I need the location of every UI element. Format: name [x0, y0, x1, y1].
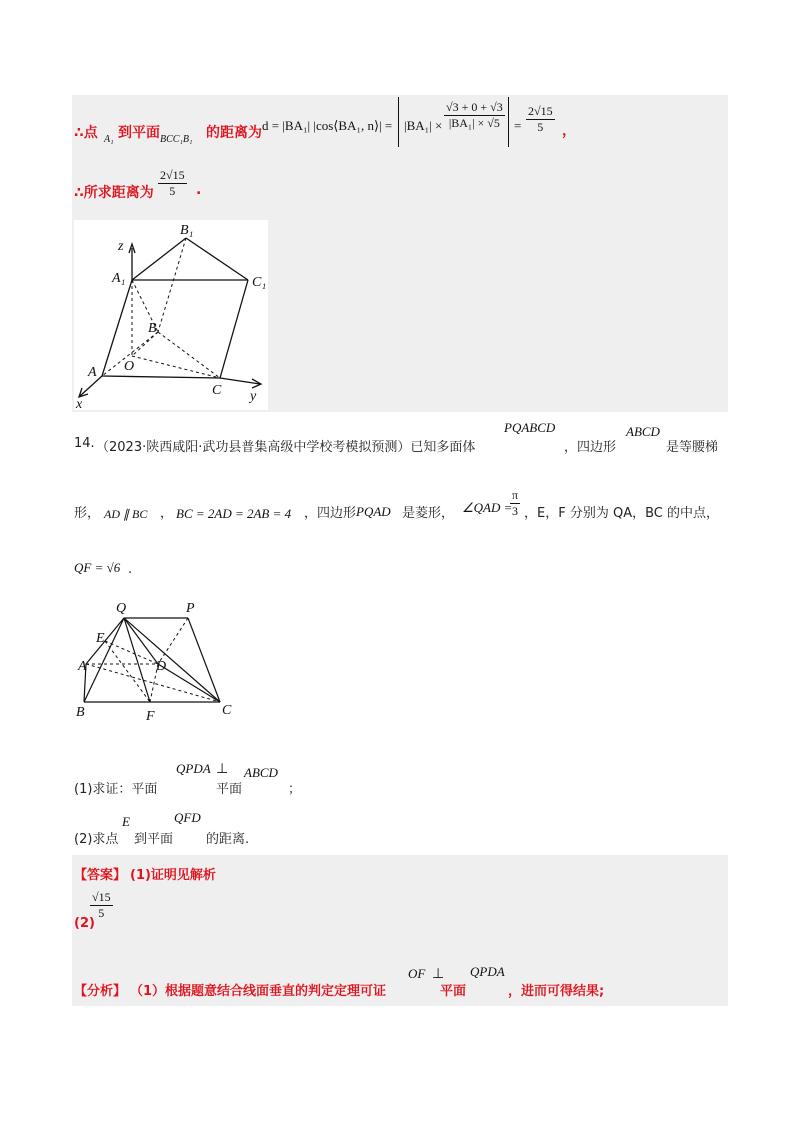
abs-bar-left	[398, 97, 401, 147]
analysis-perp: ⊥	[432, 967, 445, 982]
edge-OC	[132, 356, 220, 378]
edge-PC	[188, 618, 220, 702]
edge-QD	[124, 618, 158, 664]
qf-cond: QF = √6	[74, 560, 121, 575]
edge-QF	[124, 618, 150, 702]
edge-AC	[86, 664, 220, 702]
result-den: 5	[537, 120, 544, 134]
angle-den: 3	[512, 504, 519, 518]
conclusion-den: 5	[169, 184, 176, 198]
point-label: A₁	[104, 134, 114, 145]
label-A1: A₁	[112, 271, 126, 286]
label-B1: B₁	[180, 223, 194, 238]
label-P: P	[186, 601, 195, 616]
conclusion-period: .	[196, 182, 202, 198]
analysis-plane: QPDA	[470, 964, 505, 979]
q1-end: ；	[288, 782, 302, 797]
edge-DC	[158, 664, 220, 702]
conclusion-fraction	[158, 168, 187, 199]
edge-BC	[158, 332, 220, 378]
label-C1: C₁	[252, 275, 267, 290]
edge-AC	[102, 376, 220, 378]
label-z: z	[118, 239, 124, 254]
label-x: x	[76, 397, 83, 410]
solid-name: PQABCD	[504, 420, 556, 435]
conclusion-num: 2√15	[160, 168, 185, 182]
formula-frac-den: |BA₁| × √5	[448, 116, 500, 130]
answer-part2-label: (2)	[74, 916, 95, 931]
edge-QC	[124, 618, 220, 702]
label-y: y	[250, 389, 257, 404]
rhombus-post: 是菱形，	[402, 506, 455, 521]
distance-is-text: 的距离为	[206, 125, 262, 141]
problem-source: （2023·陕西咸阳·武功县普集高级中学校考模拟预测）已知多面体	[96, 440, 476, 455]
q1-mid: 平面	[216, 782, 243, 797]
q1-plane2: ABCD	[244, 765, 278, 780]
midpoints-text: ，E，F 分别为 QA，BC 的中点，	[524, 506, 719, 521]
edge-C1C	[220, 280, 248, 378]
label-A2: A	[78, 659, 87, 674]
rhombus-name: PQAD	[356, 504, 391, 519]
answer-part1: (1)证明见解析	[130, 868, 216, 883]
prism-figure	[74, 220, 268, 410]
edge-PD	[158, 618, 188, 664]
therefore-point: ∴点	[74, 125, 98, 141]
comma-1: ，	[160, 506, 174, 521]
problem-sep1: ，四边形	[564, 440, 617, 455]
formula-fraction	[444, 100, 505, 131]
label-B: B	[148, 321, 157, 336]
label-A: A	[88, 365, 97, 380]
q1-perp: ⊥	[216, 762, 229, 777]
result-num: 2√15	[528, 104, 553, 118]
label-D: D	[156, 659, 167, 674]
q2-point: E	[122, 814, 130, 829]
q1-pre: (1)求证：平面	[74, 782, 158, 797]
edge-B1B	[158, 238, 186, 332]
analysis-tag: 【分析】	[74, 984, 127, 999]
abs-bar-right	[508, 97, 511, 147]
quad-name: ABCD	[626, 424, 660, 439]
parallel-cond: AD ∥ BC	[104, 507, 148, 521]
formula-mid: |BA₁| ×	[404, 118, 443, 133]
label-B2: B	[76, 705, 85, 720]
problem-number: 14.	[74, 436, 95, 451]
answer-tag: 【答案】	[74, 868, 127, 883]
label-E: E	[96, 631, 105, 646]
label-F: F	[146, 709, 155, 722]
polyhedron-diagram	[76, 598, 236, 722]
edge-B1C1	[186, 238, 248, 280]
lengths-cond: BC = 2AD = 2AB = 4	[176, 506, 292, 521]
formula-result	[526, 104, 555, 135]
formula-comma: ，	[562, 123, 576, 139]
qf-end: .	[128, 562, 133, 577]
answer-part2-num: √15	[92, 890, 111, 904]
rhombus-pre: ，四边形	[304, 506, 357, 521]
analysis-plane-word: 平面	[440, 984, 467, 999]
analysis-line: OF	[408, 966, 426, 981]
formula-frac-num: √3 + 0 + √3	[446, 100, 503, 114]
formula-eq: =	[514, 118, 522, 133]
edge-A1B1	[132, 238, 186, 280]
analysis-text2: ，进而可得结果;	[508, 984, 605, 999]
formula-left: d = |BA₁| |cos⟨BA₁, n⟩| =	[262, 118, 393, 133]
q2-pre: (2)求点	[74, 832, 119, 847]
answer-part2-den: 5	[98, 906, 105, 920]
trapezoid-text-a: 是等腰梯	[666, 440, 719, 455]
label-C2: C	[222, 703, 232, 718]
polyhedron-figure	[76, 598, 236, 722]
answer-part2-fraction	[90, 890, 113, 921]
plane-label: BCC₁B₁	[160, 134, 193, 145]
q2-end: 的距离.	[206, 832, 250, 847]
q2-plane: QFD	[174, 810, 201, 825]
conclusion-text: ∴所求距离为	[74, 185, 154, 201]
analysis-text1: （1）根据题意结合线面垂直的判定定理可证	[130, 984, 387, 999]
q2-mid: 到平面	[134, 832, 174, 847]
to-plane-text: 到平面	[118, 125, 160, 141]
angle-num: π	[512, 488, 519, 502]
label-C: C	[212, 383, 222, 398]
angle-fraction	[510, 488, 520, 519]
prism-diagram	[74, 220, 268, 410]
angle-cond: ∠QAD =	[462, 500, 513, 515]
y-axis	[220, 378, 260, 384]
q1-plane1: QPDA	[176, 761, 211, 776]
label-O: O	[124, 359, 135, 374]
trapezoid-text-b: 形，	[74, 506, 101, 521]
label-Q: Q	[116, 601, 127, 616]
